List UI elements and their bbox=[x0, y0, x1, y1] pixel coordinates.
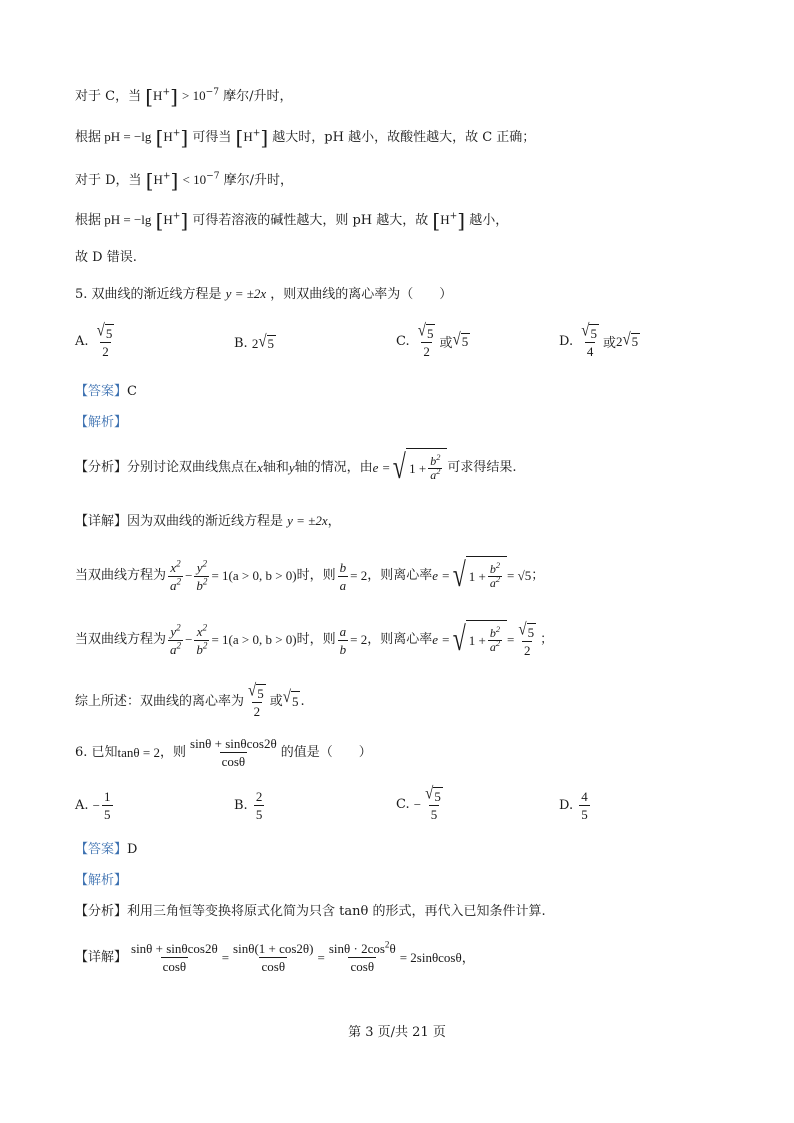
radicand: 5 bbox=[257, 686, 264, 702]
option-label: C. bbox=[396, 334, 410, 349]
bracket-left: [ bbox=[155, 125, 164, 150]
text: 轴的情况，由 bbox=[294, 460, 373, 475]
text-line-2 bbox=[75, 127, 535, 148]
superscript: + bbox=[252, 128, 261, 139]
text: 对于 C，当 bbox=[75, 89, 142, 104]
asymptote-equation: y = ±2x bbox=[287, 513, 328, 528]
option-label: C. bbox=[396, 797, 410, 812]
xiangjie-tag: 【详解】 bbox=[75, 949, 128, 965]
analysis-tag: 【解析】 bbox=[75, 873, 128, 888]
radicand: 5 bbox=[631, 334, 639, 349]
text: 摩尔/升时， bbox=[223, 173, 294, 188]
result: = 2sinθcosθ， bbox=[399, 949, 475, 965]
question-text: 的值是（ ） bbox=[280, 744, 372, 760]
text: ， bbox=[327, 514, 341, 529]
ratio-value: = 2 bbox=[350, 568, 368, 583]
q5-summary: 综上所述：双曲线的离心率为 √ 5 2 或 √ 5 . bbox=[75, 681, 305, 720]
radicand: 5 bbox=[527, 624, 535, 640]
radicand: 5 bbox=[461, 334, 469, 349]
text: ； bbox=[531, 568, 545, 583]
h-ion: H bbox=[153, 172, 163, 187]
text: ，则离心率 bbox=[367, 568, 433, 583]
superscript: + bbox=[162, 171, 171, 182]
e-symbol: e = bbox=[372, 460, 391, 475]
question-text: ，则双曲线的离心率为（ ） bbox=[270, 287, 453, 302]
question-6-stem bbox=[75, 735, 372, 770]
condition: = 1(a > 0, b > 0) bbox=[211, 568, 297, 583]
h-ion: H bbox=[243, 129, 253, 144]
option-label: B. bbox=[234, 798, 248, 813]
fenxi-tag: 【分析】 bbox=[75, 460, 128, 475]
option-b: B. 2 √ 5 bbox=[234, 332, 275, 351]
text-line-1 bbox=[75, 86, 293, 107]
inequality: > 10 bbox=[182, 88, 206, 103]
or-text: 或 bbox=[269, 693, 283, 709]
text: 分别讨论双曲线焦点在 bbox=[127, 460, 258, 475]
question-number: 6. 已知 bbox=[75, 744, 118, 760]
numerator: sinθ + sinθcos2θ bbox=[190, 736, 277, 751]
q5-case-1: 当双曲线方程为 $\frac{x^2}{a^2}$ − $\frac{y^2}{b^2}$ = 1(a > 0, b > 0) 时，则 $\frac{b}{a}$ = 2 ，则离心率 e = √ 1 + $\frac{b^2}{a^2}$ = √5 ； bbox=[75, 557, 545, 594]
analysis-tag: 【解析】 bbox=[75, 415, 128, 430]
text: 利用三角恒等变换将原式化简为只含 tanθ 的形式，再代入已知条件计算. bbox=[127, 904, 546, 919]
text: 因为双曲线的渐近线方程是 bbox=[127, 514, 288, 529]
option-b bbox=[234, 788, 266, 823]
answer-tag: 【答案】 bbox=[75, 842, 128, 857]
text: . bbox=[300, 693, 305, 709]
q5-analysis bbox=[75, 413, 127, 433]
q6-fenxi bbox=[75, 902, 546, 922]
superscript: + bbox=[162, 87, 171, 98]
option-c: C. √ 5 2 或 √ 5 bbox=[396, 321, 469, 360]
h-ion: H bbox=[440, 212, 450, 227]
denominator: 2 bbox=[102, 344, 109, 360]
var-x: x bbox=[257, 460, 263, 475]
h-ion: H bbox=[163, 212, 173, 227]
numerator: 2 bbox=[255, 789, 263, 804]
h-ion: H bbox=[153, 88, 163, 103]
option-label: A. bbox=[75, 798, 89, 813]
bracket-right: ] bbox=[180, 208, 189, 233]
xiangjie-tag: 【详解】 bbox=[75, 514, 128, 529]
h-ion: H bbox=[163, 129, 173, 144]
fenxi-tag: 【分析】 bbox=[75, 904, 128, 919]
option-a: A. − $\frac{1}{5}$ bbox=[75, 789, 111, 822]
radicand: 5 bbox=[434, 789, 441, 805]
numerator: 1 bbox=[104, 789, 111, 804]
bracket-right: ] bbox=[457, 208, 466, 233]
text: 当双曲线方程为 bbox=[75, 568, 167, 583]
bracket-right: ] bbox=[170, 84, 178, 109]
exponent: −7 bbox=[205, 87, 220, 98]
bracket-right: ] bbox=[170, 168, 179, 193]
text-line-4 bbox=[75, 210, 508, 231]
option-label: D. bbox=[559, 798, 574, 813]
coefficient: 2 bbox=[251, 335, 259, 351]
eccentricity-formula: √ 1 + $\frac{b^2}{a^2}$ bbox=[390, 448, 447, 488]
q6-analysis bbox=[75, 871, 127, 891]
fraction: √ 5 2 bbox=[417, 321, 434, 360]
text: 故 D 错误. bbox=[75, 250, 137, 265]
denominator: cosθ bbox=[162, 959, 187, 974]
option-label: A. bbox=[75, 334, 89, 349]
radicand: 5 bbox=[590, 326, 597, 342]
option-a bbox=[75, 323, 118, 360]
option-d bbox=[559, 788, 592, 823]
text: 可得若溶液的碱性越大，则 pH 越大，故 bbox=[192, 213, 429, 228]
q5-fenxi bbox=[75, 448, 517, 488]
radicand: 5 bbox=[291, 691, 301, 712]
q6-answer bbox=[75, 840, 137, 860]
radicand: 5 bbox=[267, 336, 275, 351]
answer-value: C bbox=[127, 384, 137, 399]
exponent: −7 bbox=[206, 171, 220, 182]
text: ； bbox=[540, 632, 554, 647]
bracket-left: [ bbox=[145, 168, 154, 193]
numerator: sinθ(1 + cos2θ) bbox=[233, 941, 314, 956]
bracket-right: ] bbox=[180, 125, 189, 150]
answer-value: D bbox=[127, 842, 138, 857]
question-5-stem bbox=[75, 284, 452, 305]
text: 当双曲线方程为 bbox=[75, 632, 167, 647]
result: = √5 bbox=[507, 568, 532, 583]
option-label: D. bbox=[559, 334, 574, 349]
numerator: 4 bbox=[581, 789, 588, 804]
denominator: cosθ bbox=[221, 754, 246, 769]
denominator: 2 bbox=[523, 642, 531, 658]
var-y: y bbox=[288, 460, 295, 475]
numerator: sinθ + sinθcos2θ bbox=[131, 941, 218, 956]
superscript: + bbox=[172, 211, 181, 222]
coefficient: 2 bbox=[615, 333, 623, 349]
bracket-left: [ bbox=[235, 125, 244, 150]
denominator: 5 bbox=[255, 807, 263, 822]
denominator: 2 bbox=[253, 704, 261, 720]
text: 可得当 bbox=[192, 130, 232, 145]
or-text: 或 bbox=[602, 336, 616, 351]
radicand: 5 bbox=[105, 326, 113, 342]
text: 可求得结果. bbox=[447, 460, 517, 475]
q5-xiangjie bbox=[75, 511, 341, 532]
exponent: 2 bbox=[384, 939, 390, 950]
answer-tag: 【答案】 bbox=[75, 384, 128, 399]
fraction: √ 5 4 bbox=[581, 321, 597, 360]
ratio-value: = 2 bbox=[350, 632, 368, 647]
text: 摩尔/升时， bbox=[223, 89, 293, 104]
theta: θ bbox=[389, 941, 396, 956]
ph-formula: 根据 pH = −lg bbox=[75, 129, 152, 144]
inequality: < 10 bbox=[182, 172, 207, 187]
text: ，则离心率 bbox=[367, 632, 433, 647]
superscript: + bbox=[449, 211, 458, 222]
text-line-3 bbox=[75, 170, 293, 191]
superscript: + bbox=[172, 128, 181, 139]
q5-answer bbox=[75, 382, 137, 402]
denominator: cosθ bbox=[350, 959, 375, 974]
denominator: 4 bbox=[586, 344, 594, 360]
text: 时，则 bbox=[296, 632, 336, 647]
option-d: D. √ 5 4 或 2 √ 5 bbox=[559, 321, 639, 360]
bracket-left: [ bbox=[432, 208, 441, 233]
denominator: cosθ bbox=[261, 959, 286, 974]
asymptote-equation: y = ±2x bbox=[225, 286, 267, 301]
bracket-left: [ bbox=[155, 208, 164, 233]
text: 越小， bbox=[469, 213, 509, 228]
text: 对于 D，当 bbox=[75, 173, 142, 188]
numerator: sinθ · 2cos bbox=[328, 941, 385, 956]
question-number: 5. 双曲线的渐近线方程是 bbox=[75, 287, 226, 302]
option-c: C. − √ 5 5 bbox=[396, 784, 441, 823]
text-line-5 bbox=[75, 248, 137, 268]
text: 时，则 bbox=[296, 568, 336, 583]
text: 综上所述：双曲线的离心率为 bbox=[75, 693, 245, 709]
condition: tanθ = 2 bbox=[117, 744, 160, 760]
q6-xiangjie: 【详解】 $\frac{\sin\theta + \sin\theta\cos 2\theta}{\cos\theta}$ = $\frac{\sin\theta(1 + \cos 2\theta)}{\cos\theta}$ = $\frac{\sin\theta \cdot 2\cos^2\theta}{\cos\theta}$ = 2sinθcosθ， bbox=[75, 939, 475, 974]
page-footer: 第 3 页/共 21 页 bbox=[348, 1025, 446, 1040]
q5-case-2: 当双曲线方程为 $\frac{y^2}{a^2}$ − $\frac{x^2}{b^2}$ = 1(a > 0, b > 0) 时，则 $\frac{a}{b}$ = 2 ，则离心率 e = √ 1 + $\frac{b^2}{a^2}$ = √ 5 2 ； bbox=[75, 620, 554, 658]
or-text: 或 bbox=[439, 336, 453, 351]
radicand: 5 bbox=[426, 326, 434, 342]
ph-formula: 根据 pH = −lg bbox=[75, 212, 152, 227]
text: ，则 bbox=[160, 744, 187, 760]
bracket-right: ] bbox=[260, 125, 269, 150]
denominator: 5 bbox=[581, 807, 588, 822]
condition: = 1(a > 0, b > 0) bbox=[211, 632, 297, 647]
denominator: 2 bbox=[423, 344, 430, 360]
denominator: 5 bbox=[430, 807, 438, 823]
option-label: B. bbox=[234, 336, 248, 351]
text: 轴和 bbox=[262, 460, 289, 475]
bracket-left: [ bbox=[145, 84, 154, 109]
fraction: √ 5 2 bbox=[96, 321, 113, 360]
text: 越大时，pH 越小，故酸性越大，故 C 正确； bbox=[272, 130, 536, 145]
denominator: 5 bbox=[104, 807, 111, 822]
